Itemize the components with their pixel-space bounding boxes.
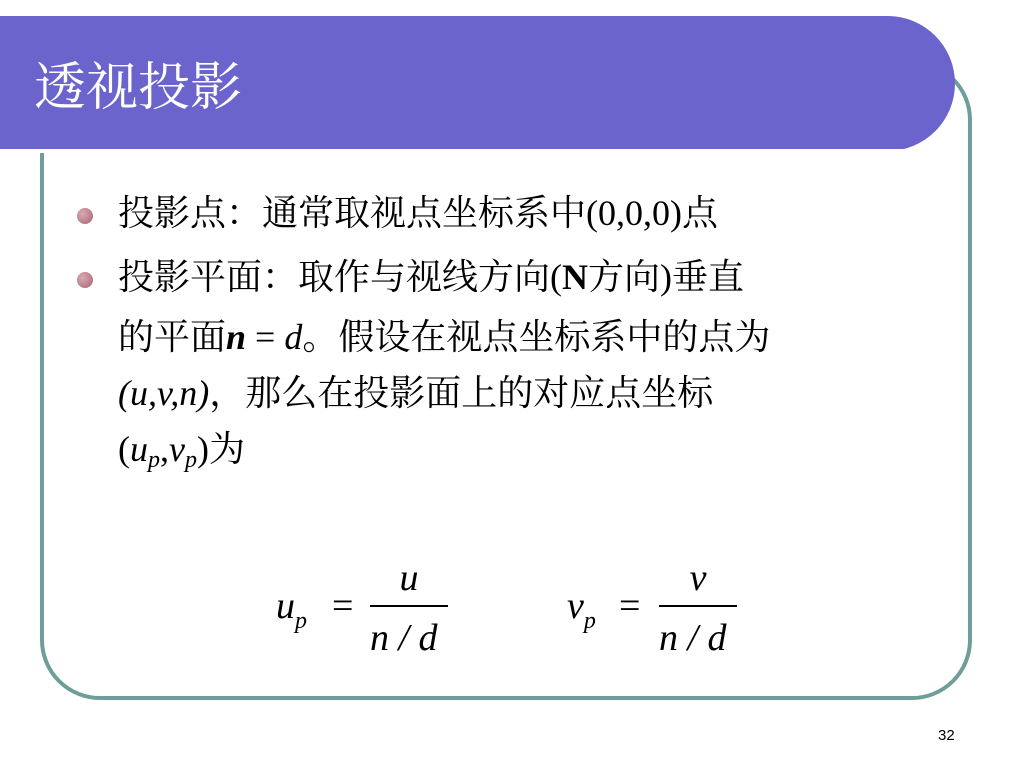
bullet-1-suffix: 点 [682,193,719,234]
coord-comma: , [160,429,169,469]
coord-v-sub: p [184,447,197,473]
paren-open-2: ( [118,429,130,469]
paren-close-2: ) [196,429,209,469]
formula-up-var: u [276,585,295,627]
formula-vp-var: v [567,585,584,627]
point-uvn: (u,v,n) [118,373,210,413]
formula-up-sub: p [295,608,307,634]
bullet-2-line-2-suffix: 。假设在视点坐标系中的点为 [302,317,771,358]
normal-vector-N: N [562,257,589,297]
formula-up-denominator: n / d [370,617,438,659]
formula-up-bar [370,605,448,607]
plane-word: 的平面 [118,317,227,358]
bullet-2-line-3 [118,374,713,414]
coord-v: v [169,429,185,469]
formula-up [276,556,466,666]
bullet-1-prefix: 投影点：通常取视点坐标系中 [118,193,587,234]
plane-n: n [226,317,247,357]
formula-vp-numerator: v [689,557,707,599]
plane-eq: = [246,317,285,357]
title-bar [0,16,955,151]
plane-d: d [284,317,303,357]
bullet-1-origin: (0,0,0) [586,193,682,233]
title-underline [0,149,905,153]
formula-up-numerator: u [399,557,419,599]
bullet-2-line-4-suffix: 为 [208,429,245,470]
bullet-2-prefix: 投影平面：取作与视线方向 [118,257,551,298]
coord-u-sub: p [148,447,160,473]
paren-close: ) [660,257,673,297]
formula-vp-sub: p [583,608,596,634]
coord-u: u [130,429,148,469]
formula-up-lhs [276,584,307,634]
bullet-2-line-1 [118,258,744,298]
bullet-dot-1 [77,208,93,224]
direction-word: 方向 [588,257,661,298]
bullet-2-line-1-suffix: 垂直 [672,257,745,298]
formula-vp [567,556,757,666]
bullet-dot-2 [77,272,93,288]
bullet-2-line-3-suffix: ，那么在投影面上的对应点坐标 [209,373,714,414]
formula-vp-bar [659,605,737,607]
slide-title: 透视投影 [34,58,243,118]
bullet-2-line-4 [118,429,245,473]
bullet-2-line-2 [118,318,770,358]
formula-vp-lhs [567,584,596,634]
page-number: 32 [938,727,955,744]
formula-vp-eq: = [619,585,641,627]
paren-open: ( [550,257,563,297]
formula-up-eq: = [332,585,354,627]
bullet-1-text [118,194,718,234]
formula-vp-denominator: n / d [659,617,727,659]
